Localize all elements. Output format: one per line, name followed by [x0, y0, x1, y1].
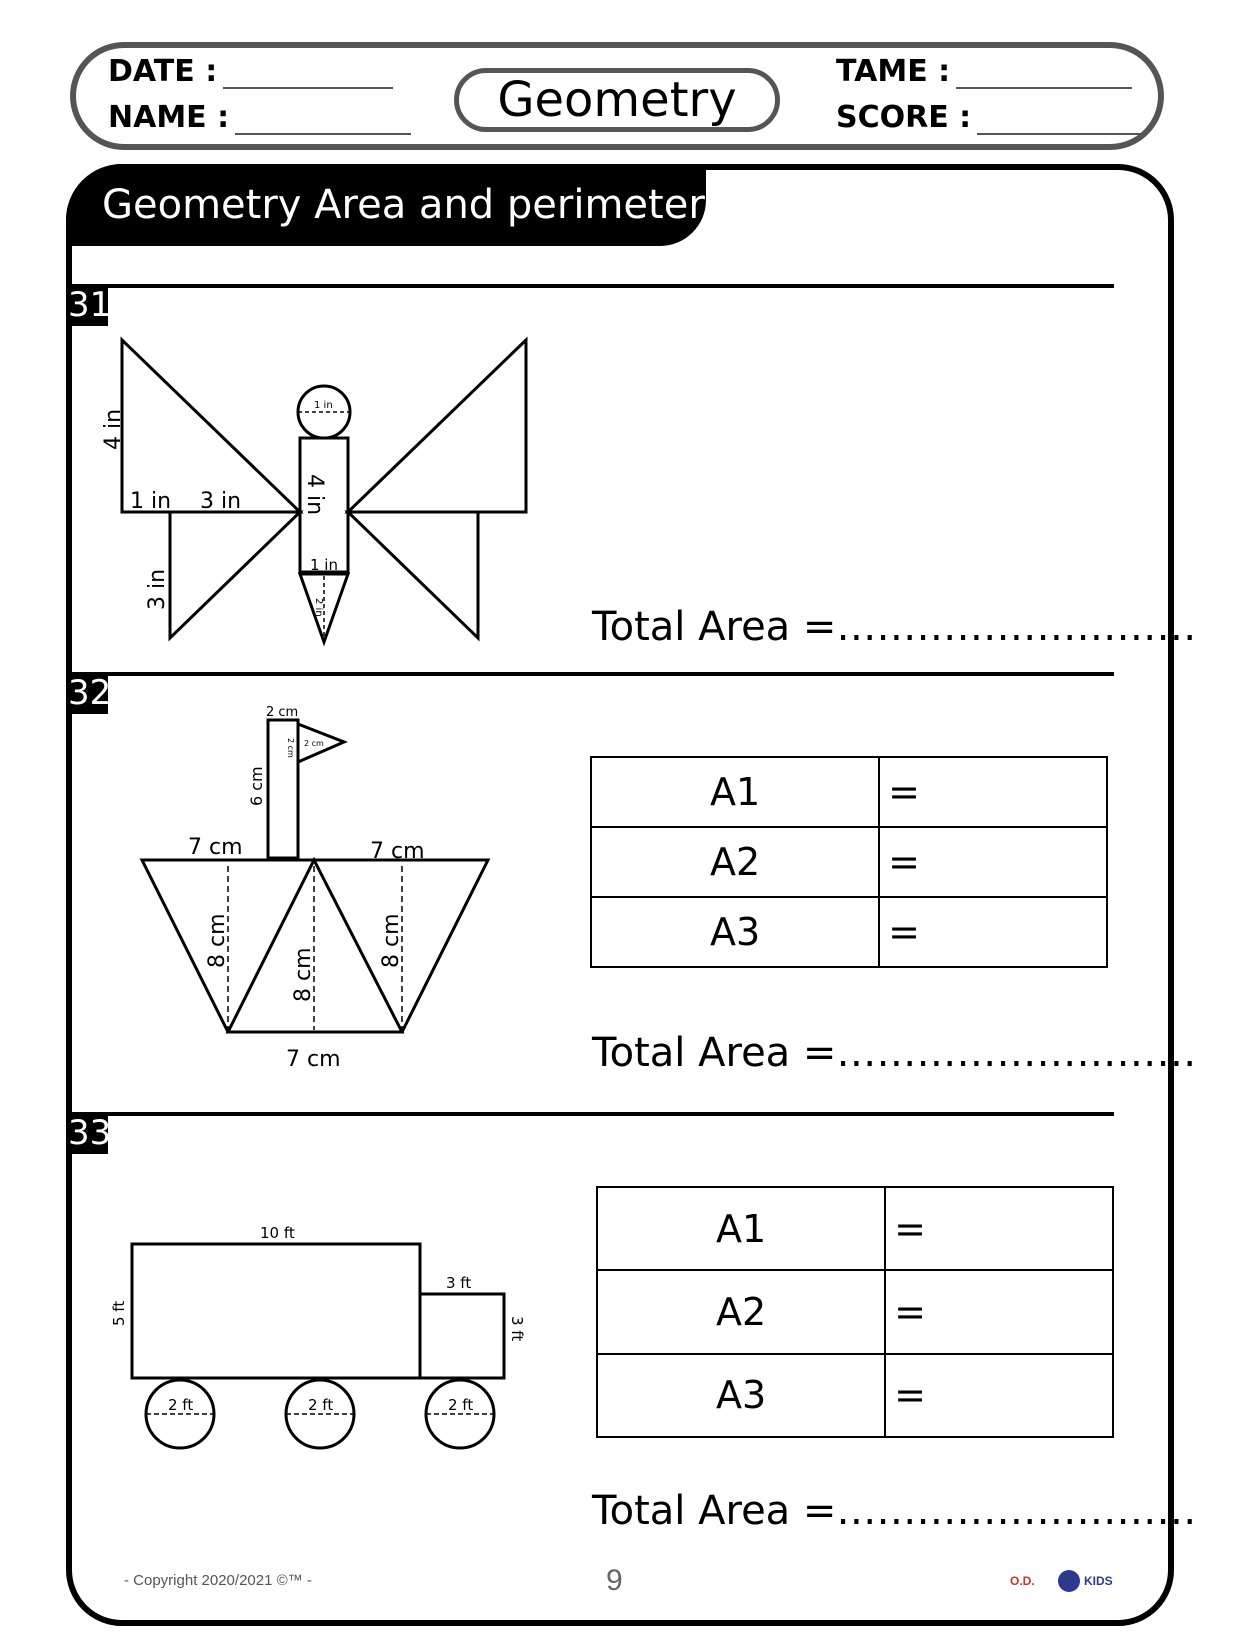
divider-33 — [66, 1112, 1114, 1116]
row-answer[interactable]: = — [885, 1354, 1113, 1437]
label-tail: 2 in — [313, 598, 324, 617]
question-number-31: 31 — [68, 285, 112, 325]
label-seg-a: 1 in — [130, 489, 172, 514]
label-head: 1 in — [314, 400, 333, 411]
table-row — [597, 1354, 1113, 1437]
table-row — [591, 827, 1107, 897]
score-label: SCORE : — [836, 100, 972, 135]
left-upper-wing — [122, 340, 300, 512]
label-wheel-1: 2 ft — [168, 1396, 194, 1414]
tame-line[interactable] — [956, 61, 1132, 89]
label-right-height: 8 cm — [379, 913, 404, 968]
row-answer[interactable]: = — [885, 1187, 1113, 1270]
q33-total-area[interactable]: Total Area =……………………… — [592, 1488, 1197, 1534]
row-key: A1 — [591, 757, 879, 827]
label-cargo-width: 10 ft — [260, 1224, 295, 1242]
q32-area-table — [590, 756, 1108, 968]
label-mast-top: 2 cm — [266, 705, 299, 720]
q32-boat-figure — [130, 700, 500, 1080]
label-left-height: 4 in — [101, 408, 126, 450]
hull-outline — [142, 860, 488, 1032]
section-title: Geometry Area and perimeter — [66, 164, 706, 246]
divider-31 — [66, 284, 1114, 288]
label-mast-height: 6 cm — [247, 766, 266, 806]
row-key: A2 — [597, 1270, 885, 1353]
q31-butterfly-figure — [90, 320, 550, 660]
right-upper-wing — [348, 340, 526, 512]
date-line[interactable] — [223, 61, 393, 89]
date-field — [108, 54, 393, 89]
cab-rect — [420, 1294, 504, 1378]
page-title: Geometry — [454, 68, 780, 132]
page-number: 9 — [606, 1564, 623, 1597]
label-left-height: 8 cm — [205, 913, 230, 968]
label-right-top: 7 cm — [370, 839, 425, 864]
middle-triangle — [228, 860, 402, 1032]
date-label: DATE : — [108, 54, 218, 89]
copyright-text: - Copyright 2020/2021 ©™ - — [124, 1572, 312, 1589]
table-row — [597, 1187, 1113, 1270]
logo-mark-icon — [1058, 1570, 1080, 1592]
label-wheel-3: 2 ft — [448, 1396, 474, 1414]
row-key: A1 — [597, 1187, 885, 1270]
table-row — [591, 897, 1107, 967]
label-seg-b: 3 in — [200, 489, 242, 514]
q33-truck-figure — [100, 1210, 540, 1460]
table-row — [597, 1270, 1113, 1353]
odkids-logo — [1010, 1570, 1130, 1594]
left-lower-wing — [170, 512, 300, 638]
label-wheel-2: 2 ft — [308, 1396, 334, 1414]
label-cargo-height: 5 ft — [110, 1300, 128, 1326]
name-field — [108, 100, 411, 135]
label-lower-height: 3 in — [145, 568, 170, 610]
question-number-32: 32 — [68, 673, 112, 713]
label-body-width: 1 in — [310, 556, 338, 574]
row-answer[interactable]: = — [885, 1270, 1113, 1353]
logo-text-left: O.D. — [1010, 1574, 1035, 1588]
question-number-33: 33 — [68, 1113, 112, 1153]
q33-area-table — [596, 1186, 1114, 1438]
cargo-rect — [132, 1244, 420, 1378]
label-flag-width: 2 cm — [304, 739, 324, 748]
label-middle-height: 8 cm — [291, 947, 316, 1002]
divider-32 — [66, 672, 1114, 676]
label-cab-height: 3 ft — [508, 1316, 526, 1342]
label-cab-width: 3 ft — [446, 1274, 472, 1292]
tame-label: TAME : — [836, 54, 951, 89]
score-field — [836, 100, 1141, 135]
logo-text-right: KIDS — [1084, 1574, 1113, 1588]
label-body-length: 4 in — [302, 474, 327, 516]
label-left-top: 7 cm — [188, 835, 243, 860]
score-line[interactable] — [977, 107, 1141, 135]
row-answer[interactable]: = — [879, 827, 1107, 897]
name-line[interactable] — [235, 107, 411, 135]
q31-total-area[interactable]: Total Area =……………………… — [592, 604, 1197, 650]
row-key: A3 — [597, 1354, 885, 1437]
row-key: A2 — [591, 827, 879, 897]
row-answer[interactable]: = — [879, 757, 1107, 827]
row-key: A3 — [591, 897, 879, 967]
q32-total-area[interactable]: Total Area =……………………… — [592, 1030, 1197, 1076]
name-label: NAME : — [108, 100, 230, 135]
right-lower-wing — [348, 512, 478, 638]
label-flag-height: 2 cm — [286, 738, 295, 758]
row-answer[interactable]: = — [879, 897, 1107, 967]
label-bottom: 7 cm — [286, 1047, 341, 1072]
table-row — [591, 757, 1107, 827]
tame-field — [836, 54, 1132, 89]
